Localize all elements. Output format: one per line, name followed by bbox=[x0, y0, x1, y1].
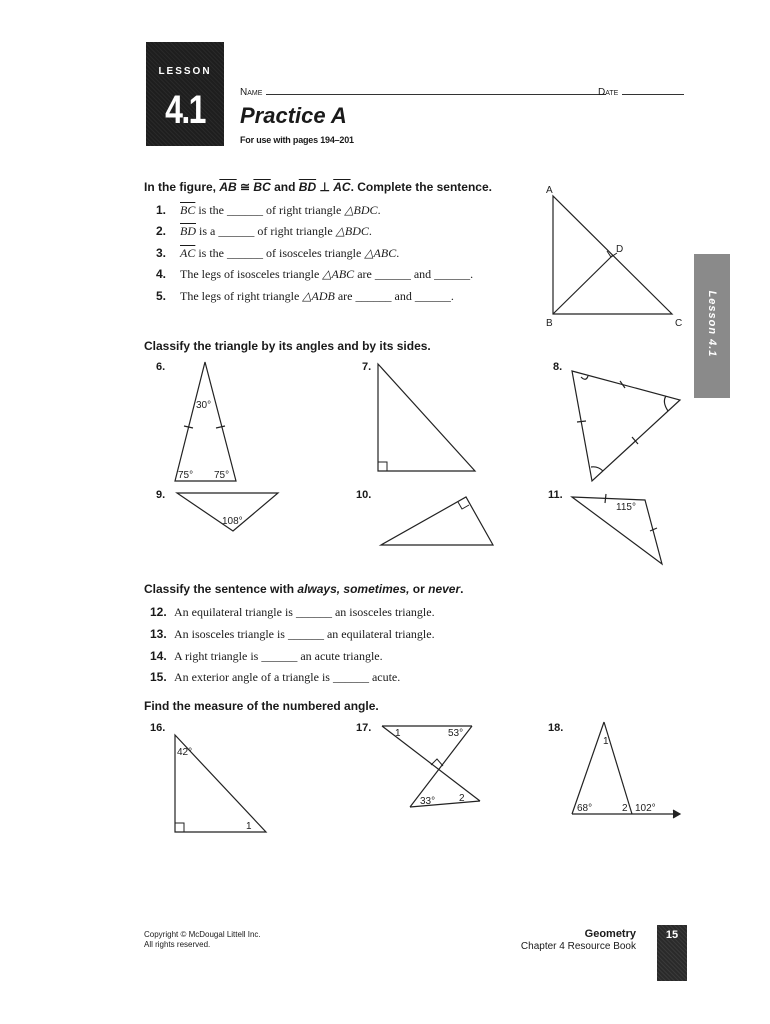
side-tab-label: Lesson 4.1 bbox=[706, 290, 718, 358]
question-1: 1. $\overline{BC}$ is the ______ of right triangle △BDC. bbox=[156, 203, 381, 217]
question-3: 3. $\overline{AC}$ is the ______ of isosceles triangle △ABC. bbox=[156, 246, 400, 260]
p17-angle-top: 53° bbox=[448, 728, 464, 739]
p6-angle-top: 30° bbox=[196, 400, 212, 411]
problem-7-number: 7. bbox=[362, 361, 372, 373]
p16-angle: 42° bbox=[177, 747, 193, 758]
page-number-box bbox=[657, 925, 687, 981]
question-5: 5. The legs of right triangle △ADB are ______ and ______. bbox=[156, 289, 454, 303]
page-number: 15 bbox=[665, 929, 679, 941]
section2-heading: Classify the triangle by its angles and by its sides. bbox=[144, 339, 431, 353]
section1-heading: In the figure, $\overline{AB}$ ≅ $\overline{BC}$ and $\overline{BD}$ ⊥ $\overline{AC}$. Complete the sentence. bbox=[144, 180, 492, 194]
p17-angle-bottom: 33° bbox=[420, 796, 436, 807]
figure-triangle-abc bbox=[553, 196, 672, 314]
date-label: Date bbox=[598, 87, 619, 98]
p17-label-1: 1 bbox=[395, 728, 401, 739]
problem-9-number: 9. bbox=[156, 489, 166, 501]
section4-heading: Find the measure of the numbered angle. bbox=[144, 699, 379, 713]
book-subtitle: Chapter 4 Resource Book bbox=[520, 941, 636, 952]
point-c-label: C bbox=[675, 318, 683, 329]
p11-angle: 115° bbox=[616, 502, 636, 513]
problem-10-number: 10. bbox=[356, 489, 372, 501]
question-13: 13. An isosceles triangle is ______ an equilateral triangle. bbox=[150, 627, 435, 641]
segment-bd bbox=[553, 255, 613, 314]
point-d-label: D bbox=[616, 244, 624, 255]
p16-label: 1 bbox=[246, 821, 252, 832]
p18-label-1: 1 bbox=[603, 736, 609, 747]
copyright: Copyright © McDougal Littell Inc. All rights reserved. bbox=[144, 930, 261, 949]
book-info bbox=[480, 928, 636, 953]
problem-16-number: 16. bbox=[150, 722, 166, 734]
figure-problem-7 bbox=[378, 364, 475, 471]
book-title: Geometry bbox=[584, 928, 636, 940]
p9-angle: 108° bbox=[222, 516, 243, 527]
p18-angle-left: 68° bbox=[577, 803, 593, 814]
problem-8-number: 8. bbox=[553, 361, 563, 373]
problem-6-number: 6. bbox=[156, 361, 166, 373]
point-a-label: A bbox=[546, 185, 553, 196]
p18-angle-ext: 102° bbox=[635, 803, 656, 814]
question-15: 15. An exterior angle of a triangle is ______ acute. bbox=[150, 670, 401, 684]
p6-angle-right: 75° bbox=[214, 470, 230, 481]
page-subtitle: For use with pages 194–201 bbox=[240, 135, 354, 145]
lesson-side-tab bbox=[694, 254, 730, 398]
page-title: Practice A bbox=[240, 103, 347, 128]
lesson-label: LESSON bbox=[158, 66, 212, 77]
p17-label-2: 2 bbox=[459, 793, 465, 804]
figure-problem-6 bbox=[175, 362, 236, 481]
lesson-number: 4.1 bbox=[165, 88, 205, 132]
question-12: 12. An equilateral triangle is ______ an isosceles triangle. bbox=[150, 605, 435, 619]
question-2: 2. $\overline{BD}$ is a ______ of right triangle △BDC. bbox=[156, 224, 372, 238]
question-14: 14. A right triangle is ______ an acute triangle. bbox=[150, 649, 383, 663]
problem-17-number: 17. bbox=[356, 722, 372, 734]
section3-heading: Classify the sentence with always, sometimes, or never. bbox=[144, 582, 464, 596]
problem-11-number: 11. bbox=[548, 489, 563, 501]
question-4: 4. The legs of isosceles triangle △ABC are ______ and ______. bbox=[156, 267, 474, 281]
name-label: Name bbox=[240, 87, 263, 98]
p6-angle-left: 75° bbox=[178, 470, 194, 481]
p18-label-2: 2 bbox=[622, 803, 628, 814]
figure-problem-8 bbox=[572, 371, 680, 481]
problem-18-number: 18. bbox=[548, 722, 564, 734]
figure-problem-10 bbox=[381, 497, 493, 545]
point-b-label: B bbox=[546, 318, 553, 329]
